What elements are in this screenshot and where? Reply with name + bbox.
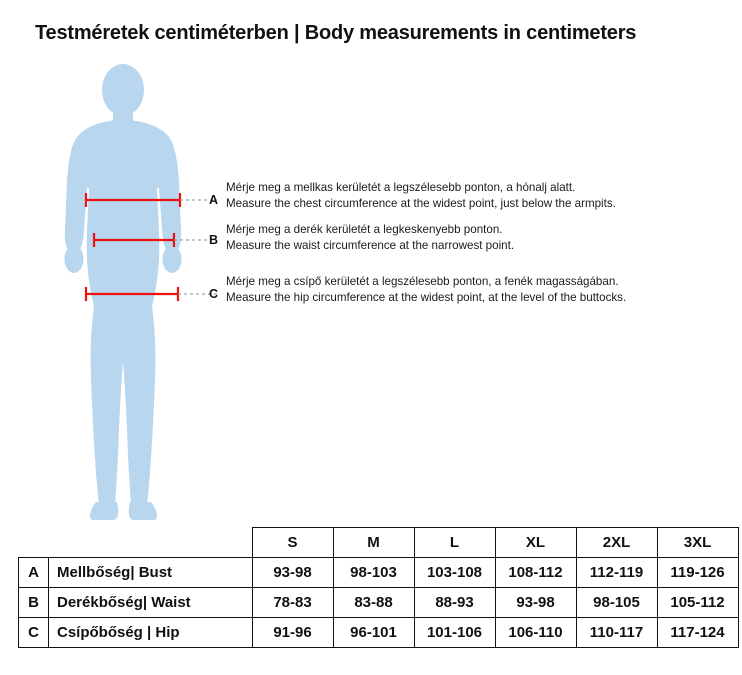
row-a-letter: A <box>19 558 49 588</box>
size-table-wrapper <box>18 527 725 648</box>
row-b-s: 78-83 <box>252 588 333 618</box>
header-size-s: S <box>252 528 333 558</box>
row-a-3xl: 119-126 <box>657 558 738 588</box>
row-a-xl: 108-112 <box>495 558 576 588</box>
table-row <box>19 558 739 588</box>
instruction-b-en: Measure the waist circumference at the narrowest point. <box>226 239 515 252</box>
row-a-name: Mellbőség| Bust <box>49 558 253 588</box>
marker-a: A <box>209 193 219 207</box>
header-empty-letter <box>19 528 49 558</box>
instruction-b <box>226 222 514 254</box>
row-b-xl: 93-98 <box>495 588 576 618</box>
header-empty-name <box>49 528 253 558</box>
row-b-2xl: 98-105 <box>576 588 657 618</box>
table-header-row <box>19 528 739 558</box>
row-b-letter: B <box>19 588 49 618</box>
row-c-xl: 106-110 <box>495 618 576 648</box>
instruction-c-en: Measure the hip circumference at the widest point, at the level of the buttocks. <box>226 291 627 304</box>
instruction-a-en: Measure the chest circumference at the widest point, just below the armpits. <box>226 197 616 210</box>
page-title: Testméretek centiméterben | Body measurements in centimeters <box>35 22 637 44</box>
instruction-c <box>226 274 626 306</box>
row-c-s: 91-96 <box>252 618 333 648</box>
header-size-xl: XL <box>495 528 576 558</box>
header-size-m: M <box>333 528 414 558</box>
row-c-2xl: 110-117 <box>576 618 657 648</box>
body-silhouette <box>18 62 228 532</box>
row-b-l: 88-93 <box>414 588 495 618</box>
row-a-s: 93-98 <box>252 558 333 588</box>
header-size-2xl: 2XL <box>576 528 657 558</box>
row-a-2xl: 112-119 <box>576 558 657 588</box>
row-a-l: 103-108 <box>414 558 495 588</box>
instruction-a-hu: Mérje meg a mellkas kerületét a legszélesebb ponton, a hónalj alatt. <box>226 181 576 194</box>
instruction-b-hu: Mérje meg a derék kerületét a legkeskenyebb ponton. <box>226 223 503 236</box>
row-c-letter: C <box>19 618 49 648</box>
size-table <box>18 527 739 648</box>
table-row <box>19 618 739 648</box>
marker-c: C <box>209 287 219 301</box>
row-b-m: 83-88 <box>333 588 414 618</box>
row-c-name: Csípőbőség | Hip <box>49 618 253 648</box>
header-size-l: L <box>414 528 495 558</box>
row-c-m: 96-101 <box>333 618 414 648</box>
instruction-a <box>226 180 616 212</box>
instruction-c-hu: Mérje meg a csípő kerületét a legszélesebb ponton, a fenék magasságában. <box>226 275 619 288</box>
table-row <box>19 588 739 618</box>
marker-b: B <box>209 233 219 247</box>
row-c-l: 101-106 <box>414 618 495 648</box>
row-b-name: Derékbőség| Waist <box>49 588 253 618</box>
header-size-3xl: 3XL <box>657 528 738 558</box>
row-b-3xl: 105-112 <box>657 588 738 618</box>
row-a-m: 98-103 <box>333 558 414 588</box>
row-c-3xl: 117-124 <box>657 618 738 648</box>
